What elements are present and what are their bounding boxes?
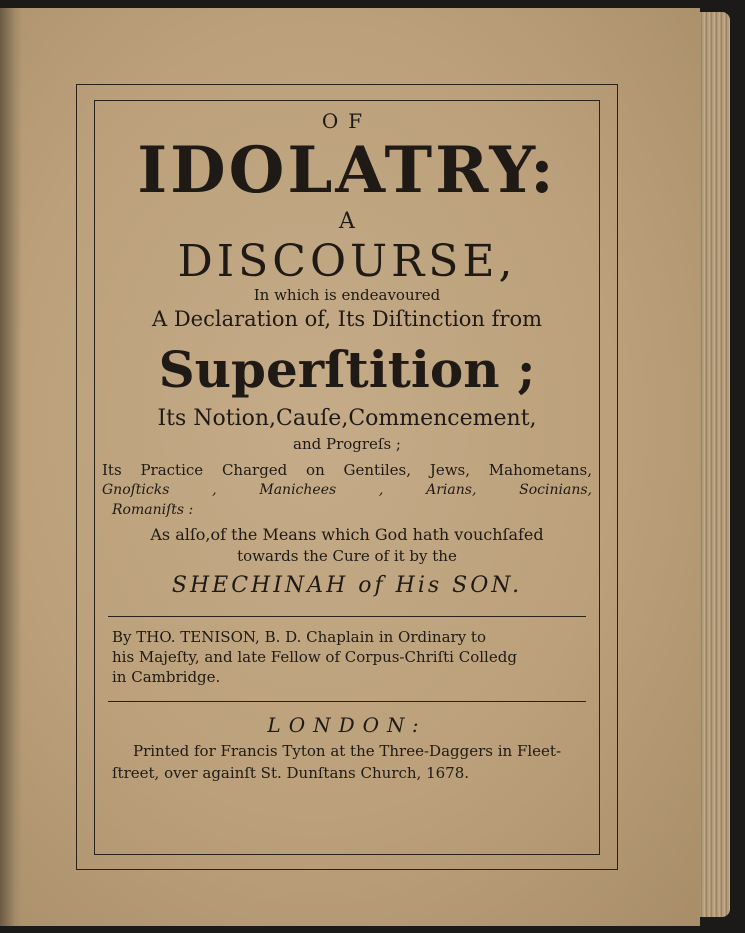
subtitle-in-which: In which is endeavoured [253, 286, 441, 304]
divider-rule-2 [108, 701, 586, 702]
subtitle-declaration: A Declaration of, Its Diſtinction from [152, 307, 542, 331]
imprint-line-1: Printed for Francis Tyton at the Three-Daggers in Fleet- [132, 742, 562, 760]
subtitle-practice-1: Its Practice Charged on Gentiles, Jews, Mahometans, [102, 461, 592, 479]
subtitle-notion: Its Notion,Cauſe,Commencement, [157, 406, 537, 431]
title-idolatry: IDOLATRY: [137, 133, 557, 208]
author-line-1: By THO. TENISON, B. D. Chaplain in Ordinary to [112, 628, 486, 646]
title-a: A [339, 209, 355, 234]
title-discourse: DISCOURSE, [177, 236, 517, 287]
subtitle-practice-2: Gnoſticks , Manichees , Arians, Socinians, [102, 482, 592, 498]
author-line-2: his Majeſty, and late Fellow of Corpus-Chriſti Colledg [112, 648, 517, 666]
title-of: OF [321, 109, 373, 133]
subtitle-superstition: Superſtition ; [158, 340, 536, 399]
divider-rule-1 [108, 616, 586, 617]
subtitle-practice-3: Romaniſts : [112, 502, 194, 518]
subtitle-shechinah: SHECHINAH of His SON. [171, 573, 523, 598]
subtitle-cure: towards the Cure of it by the [237, 547, 457, 565]
title-page-text [102, 106, 592, 784]
imprint-line-2: ſtreet, over againſt St. Dunſtans Church, 1678. [112, 764, 470, 782]
page-gutter [0, 8, 22, 926]
imprint-london: LONDON: [267, 713, 427, 737]
subtitle-progress: and Progreſs ; [293, 435, 401, 453]
subtitle-also: As alſo,of the Means which God hath vouchſafed [150, 525, 544, 544]
author-line-3: in Cambridge. [112, 668, 221, 686]
